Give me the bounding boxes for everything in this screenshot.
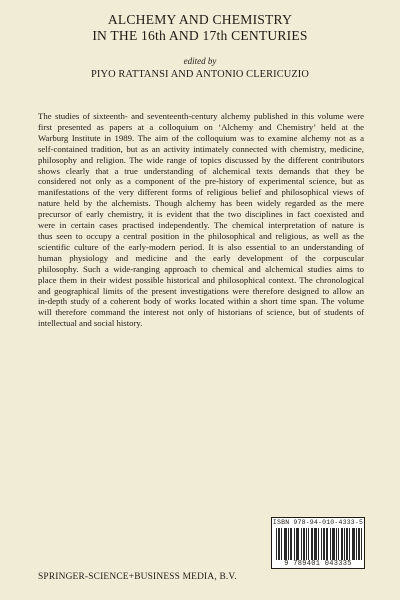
barcode-graphic	[276, 528, 362, 560]
barcode-bar	[344, 528, 345, 560]
barcode-bar	[346, 528, 347, 560]
barcode-bar	[276, 528, 277, 560]
barcode-bar	[336, 528, 337, 560]
isbn-number: ISBN 978-94-010-4333-5	[272, 519, 364, 526]
barcode-bar	[298, 528, 299, 560]
barcode-bar	[334, 528, 335, 560]
barcode-bar	[338, 528, 339, 560]
barcode-bar	[332, 528, 333, 560]
barcode-bar	[306, 528, 307, 560]
barcode-bar	[330, 528, 331, 560]
blurb-line: self-contained tradition, but as an activity intimately connected with chemistry, medicine,	[38, 143, 364, 154]
blurb-line: nature held by the alchemists. Though alchemy has been widely regarded as the mere	[38, 198, 364, 209]
blurb-line: precursor of early chemistry, it is evident that the two disciplines in fact coexisted and	[38, 209, 364, 220]
blurb-line: The studies of sixteenth- and seventeenth-century alchemy published in this volume were	[38, 111, 364, 121]
book-title	[0, 12, 400, 44]
blurb-line: in-depth study of a coherent body of works located within a short time span. The volume	[38, 296, 364, 307]
edited-by-label: edited by	[183, 56, 217, 66]
barcode-bar	[356, 528, 357, 560]
barcode-bar	[324, 528, 325, 560]
blurb-line: were in certain cases practised independently. The chemical interpretation of nature is	[38, 220, 364, 231]
barcode-bar	[318, 528, 319, 560]
barcode-bar	[284, 528, 285, 560]
barcode-bar	[278, 528, 279, 560]
barcode-bar	[359, 528, 360, 560]
barcode-bar	[286, 528, 287, 560]
barcode-bar	[290, 528, 291, 560]
barcode-bar	[349, 528, 350, 560]
barcode-bar	[312, 528, 313, 560]
barcode-bar	[308, 528, 309, 560]
barcode-bar	[294, 528, 295, 560]
barcode-bar	[333, 528, 334, 560]
blurb-line: scientific culture of the early-modern period. It is also essential to an understanding of	[38, 241, 364, 252]
barcode-bar	[301, 528, 302, 560]
barcode-bar	[323, 528, 324, 560]
barcode-bar	[314, 528, 315, 560]
barcode-bar	[304, 528, 305, 560]
blurb-line: Warburg Institute in 1989. The aim of the colloquium was to examine alchemy not as a	[38, 132, 364, 143]
blurb-line: thus seen to occupy a central position in the philosophical and religious, as well as the	[38, 230, 364, 241]
barcode-bar	[358, 528, 359, 560]
barcode-bar	[321, 528, 322, 560]
barcode-bar	[291, 528, 292, 560]
barcode-bar	[361, 528, 362, 560]
barcode-bar	[281, 528, 282, 560]
barcode-bar	[296, 528, 297, 560]
blurb-line: and geographical limits of the present investigations were therefore designed to allow an	[38, 285, 364, 296]
barcode-digits: 9 789401 043335	[272, 560, 364, 568]
barcode-bar	[315, 528, 316, 560]
blurb-line: place them in their widest possible historical and philosophical context. The chronological	[38, 274, 364, 285]
barcode-bar	[352, 528, 353, 560]
blurb-line: shows clearly that a true understanding of alchemical texts demands that they be	[38, 165, 364, 176]
blurb-line: philosophy. Such a wide-ranging approach to chemical and alchemical studies aims to	[38, 263, 364, 274]
title-line-1: ALCHEMY AND CHEMISTRY	[107, 12, 293, 27]
publisher-name: SPRINGER-SCIENCE+BUSINESS MEDIA, B.V.	[38, 572, 237, 582]
barcode-bar	[279, 528, 280, 560]
blurb-line: first presented as papers at a colloquium on ‘Alchemy and Chemistry’ held at the	[38, 121, 364, 132]
blurb-text	[38, 111, 364, 329]
blurb-line: intellectual and social history.	[38, 318, 143, 329]
barcode-bar	[316, 528, 317, 560]
barcode-bar	[354, 528, 355, 560]
barcode-bar	[347, 528, 348, 560]
barcode-bar	[327, 528, 328, 560]
barcode-bar	[297, 528, 298, 560]
barcode-bar	[341, 528, 342, 560]
blurb-line: human physiology and medicine and the early development of the corpuscular	[38, 252, 364, 263]
blurb-line: philosophy and religion. The wide range of topics discussed by the different contributors	[38, 154, 364, 165]
title-line-2: IN THE 16th AND 17th CENTURIES	[92, 28, 308, 43]
barcode-bar	[311, 528, 312, 560]
isbn-barcode-box	[271, 517, 365, 569]
barcode-bar	[326, 528, 327, 560]
blurb-line: considered not only as a component of the pre-history of experimental science, but as	[38, 176, 364, 187]
barcode-bar	[288, 528, 289, 560]
barcode-bar	[303, 528, 304, 560]
blurb-line: will therefore command the interest not only of historians of science, but of students of	[38, 307, 364, 318]
editors-names: PIYO RATTANSI AND ANTONIO CLERICUZIO	[91, 69, 309, 80]
barcode-bar	[353, 528, 354, 560]
barcode-bar	[285, 528, 286, 560]
barcode-bar	[342, 528, 343, 560]
blurb-line: manifestations of the very different forms of religious belief and philosophical views of	[38, 187, 364, 198]
